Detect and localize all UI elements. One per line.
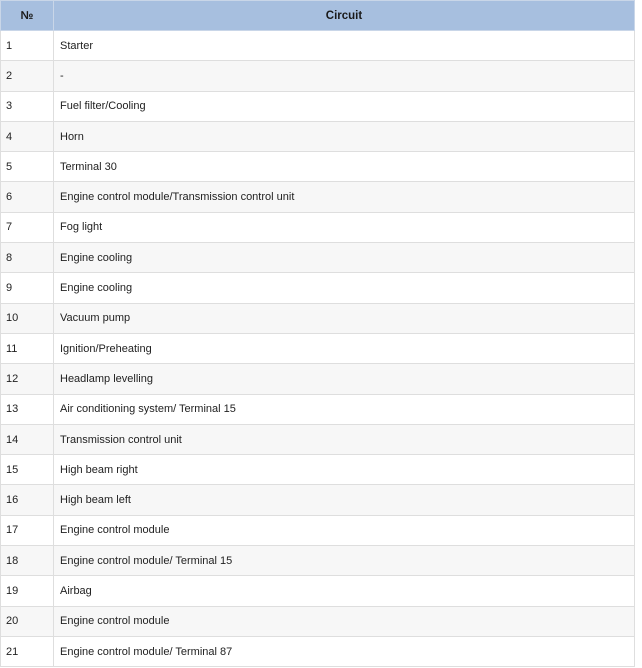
column-header-number: № — [1, 1, 54, 31]
circuit-cell: Starter — [54, 31, 635, 61]
table-row — [1, 91, 635, 121]
fuse-number-cell: 10 — [1, 303, 54, 333]
circuit-cell: Horn — [54, 121, 635, 151]
fuse-number-cell: 18 — [1, 546, 54, 576]
fuse-number-cell: 4 — [1, 121, 54, 151]
circuit-cell: Ignition/Preheating — [54, 333, 635, 363]
fuse-number-cell: 20 — [1, 606, 54, 636]
table-row — [1, 243, 635, 273]
column-header-circuit: Circuit — [54, 1, 635, 31]
circuit-cell: Engine control module — [54, 606, 635, 636]
fuse-number-cell: 13 — [1, 394, 54, 424]
fuse-number-cell: 21 — [1, 636, 54, 666]
table-row — [1, 152, 635, 182]
table-row — [1, 121, 635, 151]
fuse-number-cell: 1 — [1, 31, 54, 61]
table-body — [1, 31, 635, 667]
fuse-number-cell: 9 — [1, 273, 54, 303]
fuse-number-cell: 19 — [1, 576, 54, 606]
table-row — [1, 546, 635, 576]
fuse-number-cell: 3 — [1, 91, 54, 121]
table-row — [1, 61, 635, 91]
circuit-cell: Fog light — [54, 212, 635, 242]
circuit-cell: Engine control module/ Terminal 15 — [54, 546, 635, 576]
circuit-cell: Air conditioning system/ Terminal 15 — [54, 394, 635, 424]
circuit-cell: Airbag — [54, 576, 635, 606]
fuse-number-cell: 5 — [1, 152, 54, 182]
table-row — [1, 364, 635, 394]
table-header — [1, 1, 635, 31]
table-row — [1, 424, 635, 454]
fuse-number-cell: 11 — [1, 333, 54, 363]
fuse-number-cell: 6 — [1, 182, 54, 212]
table-row — [1, 576, 635, 606]
circuit-cell: - — [54, 61, 635, 91]
circuit-cell: Terminal 30 — [54, 152, 635, 182]
table-row — [1, 394, 635, 424]
table-row — [1, 485, 635, 515]
fuse-number-cell: 15 — [1, 455, 54, 485]
circuit-cell: Headlamp levelling — [54, 364, 635, 394]
table-header-row — [1, 1, 635, 31]
fuse-number-cell: 16 — [1, 485, 54, 515]
table-row — [1, 455, 635, 485]
table-row — [1, 31, 635, 61]
table-row — [1, 636, 635, 666]
table-row — [1, 212, 635, 242]
circuit-cell: Engine cooling — [54, 243, 635, 273]
circuit-cell: Engine control module/ Terminal 87 — [54, 636, 635, 666]
table-row — [1, 182, 635, 212]
table-row — [1, 273, 635, 303]
table-row — [1, 303, 635, 333]
fuse-number-cell: 8 — [1, 243, 54, 273]
fuse-number-cell: 12 — [1, 364, 54, 394]
circuit-cell: Fuel filter/Cooling — [54, 91, 635, 121]
table-row — [1, 606, 635, 636]
fuse-number-cell: 2 — [1, 61, 54, 91]
fuse-number-cell: 17 — [1, 515, 54, 545]
fuse-number-cell: 14 — [1, 424, 54, 454]
fuse-number-cell: 7 — [1, 212, 54, 242]
circuit-cell: High beam left — [54, 485, 635, 515]
circuit-cell: High beam right — [54, 455, 635, 485]
circuit-cell: Engine control module/Transmission control unit — [54, 182, 635, 212]
circuit-cell: Transmission control unit — [54, 424, 635, 454]
table-row — [1, 333, 635, 363]
circuit-cell: Engine control module — [54, 515, 635, 545]
circuit-cell: Vacuum pump — [54, 303, 635, 333]
table-row — [1, 515, 635, 545]
circuit-cell: Engine cooling — [54, 273, 635, 303]
